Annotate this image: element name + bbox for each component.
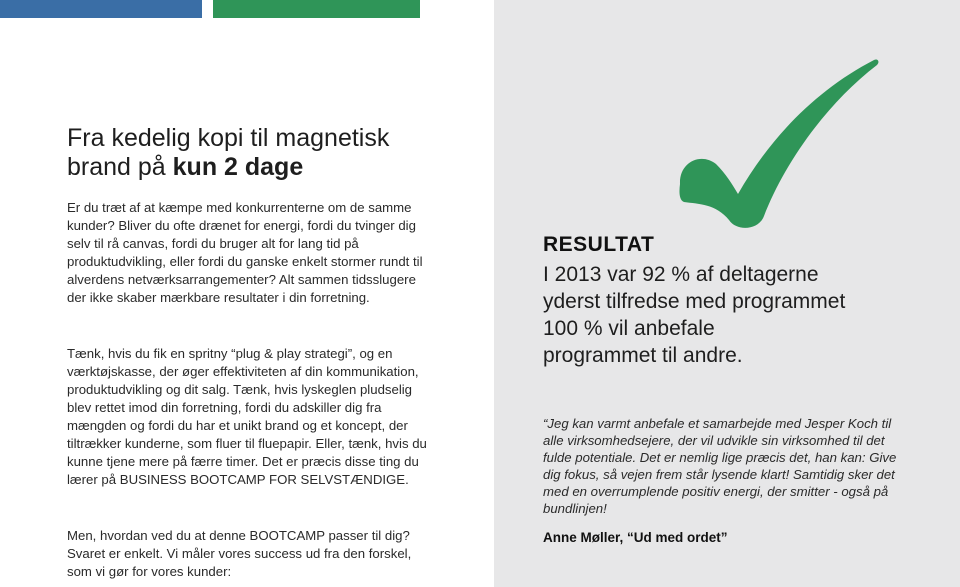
- testimonial-quote: “Jeg kan varmt anbefale et samarbejde med Jesper Koch til alle virksomhedsejere, der vil udvikle sin virksomhed til det fulde potentiale. Det er nemlig lige præcis det, han kan: Give dig fokus, så vejen frem står lysende klart! Samtidig sker det med en overrumplende positiv energi, der smitter - også på bundlinjen!: [543, 416, 897, 516]
- green-top-bar: [213, 0, 420, 18]
- blue-top-bar: [0, 0, 202, 18]
- headline-line-2-regular: brand på: [67, 153, 173, 181]
- testimonial-author: Anne Møller, “Ud med ordet”: [543, 530, 728, 545]
- headline: [67, 124, 467, 182]
- result-line-2: yderst tilfredse med programmet: [543, 290, 846, 313]
- result-line-4: programmet til andre.: [543, 344, 743, 367]
- closing-paragraph: Men, hvordan ved du at denne BOOTCAMP passer til dig? Svaret er enkelt. Vi måler vores success ud fra den forskel, som vi gør for vores kunder:: [67, 528, 412, 579]
- result-line-3: 100 % vil anbefale: [543, 317, 715, 340]
- result-title: RESULTAT: [543, 233, 655, 256]
- result-line-1: I 2013 var 92 % af deltagerne: [543, 263, 819, 286]
- headline-line-1: Fra kedelig kopi til magnetisk: [67, 124, 390, 152]
- imagine-paragraph: Tænk, hvis du fik en spritny “plug & play strategi”, og en værktøjskasse, der øger effektiviteten af din kommunikation, produktudvikling og dit salg. Tænk, hvis lyskeglen pludselig blev rettet imod din forretning, fordi du adskiller dig fra mængden og fordi du har et unikt brand og et koncept, der tiltrækker kunderne, som fluer til fluepapir. Eller, tænk, hvis du kunne tjene mere på færre timer. Det er præcis disse ting du lærer på BUSINESS BOOTCAMP FOR SELVSTÆNDIGE.: [67, 346, 427, 487]
- headline-line-2-bold: kun 2 dage: [172, 153, 304, 181]
- intro-paragraph: Er du træt af at kæmpe med konkurrenterne om de samme kunder? Bliver du ofte drænet for energi, fordi du tvinger dig selv til rå canvas, fordi du bruger alt for lang tid på produktudvikling, eller fordi du ganske enkelt stormer rundt til alverdens netværksarrangementer? Alt sammen tidsslugere der ikke skaber mærkbare resultater i din forretning.: [67, 200, 423, 305]
- checkmark-icon: [666, 56, 886, 236]
